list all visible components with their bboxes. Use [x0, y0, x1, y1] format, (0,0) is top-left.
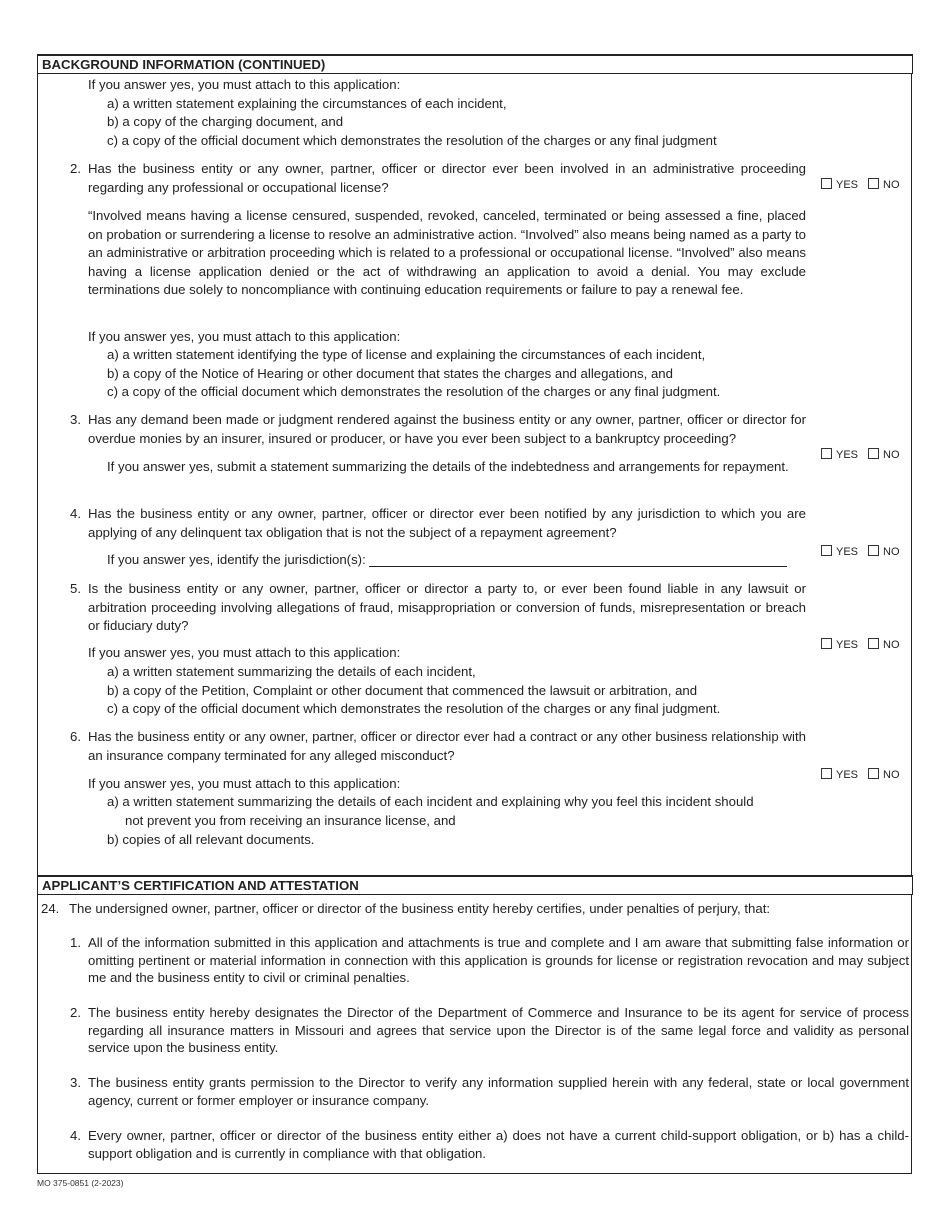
cert-intro: The undersigned owner, partner, officer or director of the business entity hereby certifies, under penalties of perjury, that: — [69, 901, 771, 916]
q1-attach-item-b: b) a copy of the charging document, and — [107, 114, 344, 129]
q2-number: 2. — [70, 161, 81, 176]
q4-yes-checkbox[interactable] — [821, 545, 832, 556]
cert-point-4: Every owner, partner, officer or director of the business entity either a) does not have a current child-support obligation, or b) has a child-support obligation and is currently in compliance with that obligation. — [88, 1128, 909, 1161]
certification-section-header: APPLICANT’S CERTIFICATION AND ATTESTATION — [37, 875, 913, 895]
q6-no-label: NO — [883, 769, 900, 781]
q6-attach-item-a: a) a written statement summarizing the details of each incident and explaining why you feel this incident should — [107, 794, 754, 809]
q5-attach-item-a: a) a written statement summarizing the details of each incident, — [107, 664, 476, 679]
q2-no-checkbox[interactable] — [868, 178, 879, 189]
cert-point-2-number: 2. — [70, 1005, 81, 1020]
q6-attach-item-b: b) copies of all relevant documents. — [107, 832, 315, 847]
q1-attach-intro: If you answer yes, you must attach to this application: — [88, 77, 401, 92]
q4-jurisdiction-line — [107, 551, 787, 570]
q6-attach-intro: If you answer yes, you must attach to this application: — [88, 776, 401, 791]
q3-number: 3. — [70, 412, 81, 427]
q3-note: If you answer yes, submit a statement summarizing the details of the indebtedness and arrangements for repayment. — [107, 459, 789, 474]
cert-point-1: All of the information submitted in this application and attachments is true and complete and I am aware that submitting false information or omitting pertinent or material information in connection with this application is grounds for license or registration revocation and may subject me and the business entity to civil or criminal penalties. — [88, 935, 909, 985]
q5-yes-checkbox[interactable] — [821, 638, 832, 649]
q4-no-checkbox[interactable] — [868, 545, 879, 556]
q4-no-label: NO — [883, 546, 900, 558]
q6-question: Has the business entity or any owner, partner, officer or director ever had a contract or any other business relationship with an insurance company terminated for any alleged misconduct? — [88, 729, 806, 763]
q6-yes-label: YES — [836, 769, 859, 781]
q4-jurisdiction-field[interactable] — [369, 552, 787, 567]
q2-attach-item-c: c) a copy of the official document which demonstrates the resolution of the charges or any final judgment. — [107, 384, 721, 399]
q4-note: If you answer yes, identify the jurisdiction(s): — [107, 552, 366, 567]
q2-attach-item-a: a) a written statement identifying the type of license and explaining the circumstances of each incident, — [107, 347, 706, 362]
q5-attach-item-c: c) a copy of the official document which demonstrates the resolution of the charges or any final judgment. — [107, 701, 721, 716]
q4-yes-label: YES — [836, 546, 859, 558]
q5-question: Is the business entity or any owner, partner, officer or director a party to, or ever been found liable in any lawsuit or arbitration proceeding involving allegations of fraud, misappropriation or conversion of funds, misrepresentation or breach or fiduciary duty? — [88, 581, 806, 633]
cert-point-2: The business entity hereby designates the Director of the Department of Commerce and Insurance to be its agent for service of process regarding all insurance matters in Missouri and agrees that service upon the Director is of the same legal force and validity as personal service upon the business entity. — [88, 1005, 909, 1055]
form-footer: MO 375-0851 (2-2023) — [37, 1178, 124, 1188]
q2-question: Has the business entity or any owner, partner, officer or director ever been involved in an administrative proceeding regarding any professional or occupational license? — [88, 161, 806, 195]
cert-point-1-number: 1. — [70, 935, 81, 950]
cert-point-4-number: 4. — [70, 1128, 81, 1143]
background-section-header: BACKGROUND INFORMATION (CONTINUED) — [37, 54, 913, 74]
q6-no-checkbox[interactable] — [868, 768, 879, 779]
q2-involved-definition: “Involved means having a license censured, suspended, revoked, canceled, terminated or being assessed a fine, placed on probation or surrendering a license to resolve an administrative action. “Involved” also means being named as a party to an administrative or arbitration proceeding which is related to a professional or occupational license. “Involved” also means having a license application denied or the act of withdrawing an application to avoid a denial. You may exclude terminations due solely to noncompliance with continuing education requirements or failure to pay a renewal fee. — [88, 208, 806, 297]
q5-no-label: NO — [883, 639, 900, 651]
q5-number: 5. — [70, 581, 81, 596]
q5-yes-label: YES — [836, 639, 859, 651]
cert-point-3-number: 3. — [70, 1075, 81, 1090]
q2-yes-checkbox[interactable] — [821, 178, 832, 189]
q2-attach-item-b: b) a copy of the Notice of Hearing or other document that states the charges and allegations, and — [107, 366, 673, 381]
cert-point-3: The business entity grants permission to the Director to verify any information supplied herein with any federal, state or local government agency, current or former employer or insurance company. — [88, 1075, 909, 1108]
q1-attach-item-a: a) a written statement explaining the circumstances of each incident, — [107, 96, 507, 111]
q4-answer — [821, 545, 900, 559]
q4-number: 4. — [70, 506, 81, 521]
q1-attach-item-c: c) a copy of the official document which demonstrates the resolution of the charges or any final judgment — [107, 133, 717, 148]
q3-no-checkbox[interactable] — [868, 448, 879, 459]
q6-attach-item-a-cont: not prevent you from receiving an insurance license, and — [125, 813, 456, 828]
q6-number: 6. — [70, 729, 81, 744]
q2-yes-label: YES — [836, 179, 859, 191]
q5-answer — [821, 638, 900, 652]
q3-yes-checkbox[interactable] — [821, 448, 832, 459]
cert-item-number: 24. — [41, 901, 60, 916]
q3-answer — [821, 448, 900, 462]
q2-no-label: NO — [883, 179, 900, 191]
q2-answer — [821, 178, 900, 192]
q3-no-label: NO — [883, 449, 900, 461]
q6-yes-checkbox[interactable] — [821, 768, 832, 779]
q2-attach-intro: If you answer yes, you must attach to this application: — [88, 329, 401, 344]
q3-question: Has any demand been made or judgment rendered against the business entity or any owner, partner, officer or director for overdue monies by an insurer, insured or producer, or have you ever been subject to a bankruptcy proceeding? — [88, 412, 806, 446]
q4-question: Has the business entity or any owner, partner, officer or director ever been notified by any jurisdiction to which you are applying of any delinquent tax obligation that is not the subject of a repayment agreement? — [88, 506, 806, 540]
q5-attach-intro: If you answer yes, you must attach to this application: — [88, 645, 401, 660]
q5-attach-item-b: b) a copy of the Petition, Complaint or other document that commenced the lawsuit or arbitration, and — [107, 683, 698, 698]
q6-answer — [821, 768, 900, 782]
q3-yes-label: YES — [836, 449, 859, 461]
q5-no-checkbox[interactable] — [868, 638, 879, 649]
